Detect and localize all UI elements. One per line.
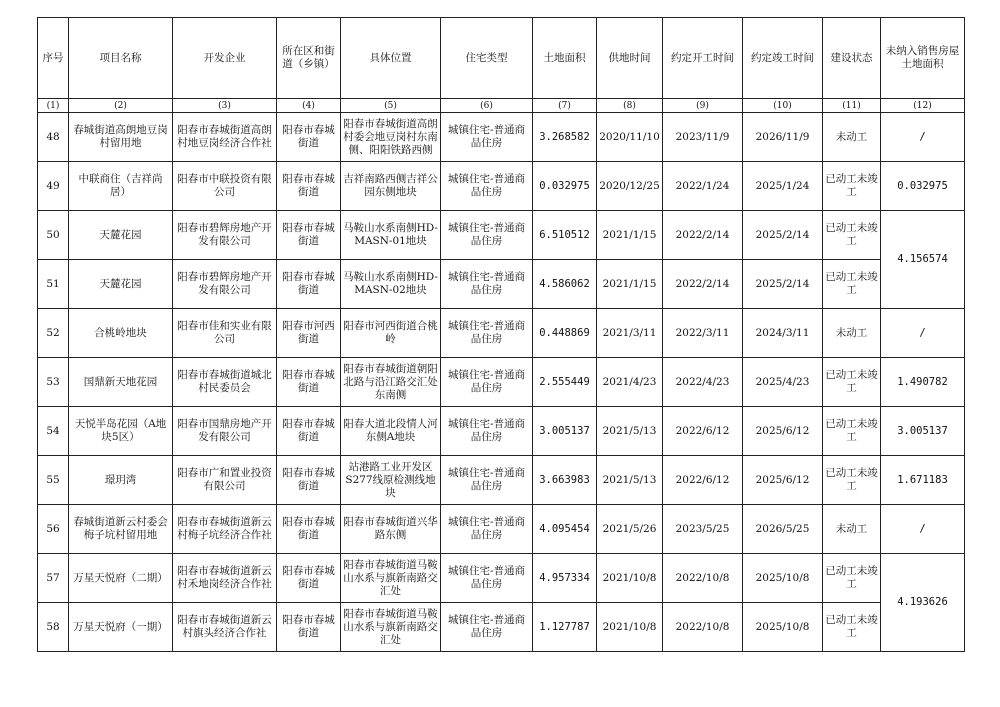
cell-housing-type: 城镇住宅-普通商品住房 [441,309,533,358]
table-row [38,211,965,260]
cell-status: 已动工未竣工 [823,260,881,309]
cell-unsold-area: 1.671183 [881,456,965,505]
cell-no: 53 [38,358,69,407]
header-status: 建设状态 [823,18,881,99]
column-number: (11) [823,99,881,113]
table-row [38,113,965,162]
cell-finish-date: 2026/5/25 [743,505,823,554]
cell-developer: 阳春市佳和实业有限公司 [173,309,277,358]
cell-start-date: 2022/6/12 [663,407,743,456]
cell-status: 已动工未竣工 [823,407,881,456]
header-district: 所在区和街道（乡镇） [277,18,341,99]
cell-no: 55 [38,456,69,505]
cell-finish-date: 2025/1/24 [743,162,823,211]
column-number: (3) [173,99,277,113]
cell-developer: 阳春市春城街道城北村民委员会 [173,358,277,407]
header-name: 项目名称 [69,18,173,99]
cell-start-date: 2022/4/23 [663,358,743,407]
cell-start-date: 2023/5/25 [663,505,743,554]
cell-developer: 阳春市春城街道新云村旗头经济合作社 [173,603,277,652]
cell-district: 阳春市春城街道 [277,603,341,652]
cell-no: 49 [38,162,69,211]
column-number: (10) [743,99,823,113]
housing-land-table [37,17,965,652]
cell-district: 阳春市春城街道 [277,358,341,407]
cell-district: 阳春市春城街道 [277,162,341,211]
cell-status: 未动工 [823,309,881,358]
cell-land-area: 3.005137 [533,407,597,456]
header-unsold: 未纳入销售房屋土地面积 [881,18,965,99]
column-number: (5) [341,99,441,113]
table-row [38,309,965,358]
cell-start-date: 2022/2/14 [663,260,743,309]
cell-location: 阳春市河西街道合桃岭 [341,309,441,358]
cell-start-date: 2022/1/24 [663,162,743,211]
cell-location: 站港路工业开发区S277线原检测线地块 [341,456,441,505]
cell-supply-date: 2021/3/11 [597,309,663,358]
cell-district: 阳春市春城街道 [277,505,341,554]
cell-unsold-area: 4.156574 [881,211,965,309]
cell-land-area: 4.957334 [533,554,597,603]
header-developer: 开发企业 [173,18,277,99]
table-row [38,554,965,603]
cell-developer: 阳春市广和置业投资有限公司 [173,456,277,505]
header-area: 土地面积 [533,18,597,99]
cell-housing-type: 城镇住宅-普通商品住房 [441,162,533,211]
column-number: (12) [881,99,965,113]
cell-land-area: 0.032975 [533,162,597,211]
cell-supply-date: 2021/1/15 [597,211,663,260]
cell-status: 已动工未竣工 [823,603,881,652]
cell-start-date: 2023/11/9 [663,113,743,162]
cell-housing-type: 城镇住宅-普通商品住房 [441,407,533,456]
cell-finish-date: 2025/6/12 [743,456,823,505]
cell-housing-type: 城镇住宅-普通商品住房 [441,113,533,162]
cell-start-date: 2022/10/8 [663,603,743,652]
cell-district: 阳春市春城街道 [277,407,341,456]
cell-location: 阳春市春城街道朝阳北路与沿江路交汇处东南侧 [341,358,441,407]
cell-unsold-area: 4.193626 [881,554,965,652]
cell-developer: 阳春市中联投资有限公司 [173,162,277,211]
cell-location: 马鞍山水系南侧HD-MASN-02地块 [341,260,441,309]
cell-land-area: 3.663983 [533,456,597,505]
cell-unsold-area: / [881,113,965,162]
cell-finish-date: 2025/4/23 [743,358,823,407]
cell-developer: 阳春市春城街道新云村禾地岗经济合作社 [173,554,277,603]
cell-project-name: 中联商住（吉祥尚居） [69,162,173,211]
cell-unsold-area: 1.490782 [881,358,965,407]
table-row [38,162,965,211]
table-row [38,407,965,456]
cell-housing-type: 城镇住宅-普通商品住房 [441,211,533,260]
cell-land-area: 4.095454 [533,505,597,554]
header-no: 序号 [38,18,69,99]
cell-project-name: 璟玥湾 [69,456,173,505]
header-start: 约定开工时间 [663,18,743,99]
table-row [38,505,965,554]
cell-project-name: 天麓花园 [69,260,173,309]
cell-project-name: 万星天悦府（一期） [69,603,173,652]
cell-start-date: 2022/10/8 [663,554,743,603]
cell-land-area: 1.127787 [533,603,597,652]
cell-finish-date: 2025/2/14 [743,260,823,309]
column-number: (9) [663,99,743,113]
header-type: 住宅类型 [441,18,533,99]
cell-supply-date: 2021/4/23 [597,358,663,407]
table-row [38,260,965,309]
column-number-row [38,99,965,113]
cell-status: 已动工未竣工 [823,358,881,407]
cell-land-area: 3.268582 [533,113,597,162]
cell-project-name: 合桃岭地块 [69,309,173,358]
column-number: (4) [277,99,341,113]
cell-district: 阳春市河西街道 [277,309,341,358]
cell-land-area: 2.555449 [533,358,597,407]
cell-project-name: 春城街道新云村委会梅子坑村留用地 [69,505,173,554]
cell-unsold-area: 3.005137 [881,407,965,456]
cell-housing-type: 城镇住宅-普通商品住房 [441,603,533,652]
cell-developer: 阳春市春城街道新云村梅子坑经济合作社 [173,505,277,554]
cell-unsold-area: / [881,309,965,358]
cell-start-date: 2022/3/11 [663,309,743,358]
header-row [38,18,965,99]
cell-supply-date: 2021/5/13 [597,407,663,456]
cell-supply-date: 2021/10/8 [597,603,663,652]
cell-start-date: 2022/6/12 [663,456,743,505]
cell-land-area: 6.510512 [533,211,597,260]
cell-location: 马鞍山水系南侧HD-MASN-01地块 [341,211,441,260]
cell-developer: 阳春市碧辉房地产开发有限公司 [173,260,277,309]
cell-no: 57 [38,554,69,603]
column-number: (6) [441,99,533,113]
cell-no: 52 [38,309,69,358]
cell-land-area: 0.448869 [533,309,597,358]
cell-land-area: 4.586062 [533,260,597,309]
cell-district: 阳春市春城街道 [277,260,341,309]
cell-finish-date: 2026/11/9 [743,113,823,162]
cell-project-name: 天悦半岛花园（A地块5区） [69,407,173,456]
cell-developer: 阳春市国鼎房地产开发有限公司 [173,407,277,456]
cell-project-name: 国鼎新天地花园 [69,358,173,407]
cell-finish-date: 2025/6/12 [743,407,823,456]
cell-no: 51 [38,260,69,309]
cell-status: 未动工 [823,113,881,162]
cell-project-name: 春城街道高朗地豆岗村留用地 [69,113,173,162]
cell-status: 已动工未竣工 [823,554,881,603]
cell-supply-date: 2020/12/25 [597,162,663,211]
cell-finish-date: 2025/2/14 [743,211,823,260]
cell-no: 58 [38,603,69,652]
cell-district: 阳春市春城街道 [277,456,341,505]
cell-finish-date: 2025/10/8 [743,554,823,603]
cell-finish-date: 2025/10/8 [743,603,823,652]
cell-no: 48 [38,113,69,162]
cell-supply-date: 2020/11/10 [597,113,663,162]
cell-location: 阳春市春城街道高朗村委会地豆岗村东南侧、阳阳铁路西侧 [341,113,441,162]
cell-project-name: 天麓花园 [69,211,173,260]
header-supply: 供地时间 [597,18,663,99]
cell-unsold-area: / [881,505,965,554]
cell-status: 已动工未竣工 [823,456,881,505]
cell-location: 阳春市春城街道兴华路东侧 [341,505,441,554]
header-finish: 约定竣工时间 [743,18,823,99]
cell-supply-date: 2021/10/8 [597,554,663,603]
column-number: (2) [69,99,173,113]
cell-no: 50 [38,211,69,260]
cell-project-name: 万星天悦府（二期） [69,554,173,603]
table-row [38,358,965,407]
cell-district: 阳春市春城街道 [277,211,341,260]
cell-unsold-area: 0.032975 [881,162,965,211]
cell-location: 吉祥南路西侧吉祥公园东侧地块 [341,162,441,211]
cell-housing-type: 城镇住宅-普通商品住房 [441,260,533,309]
header-location: 具体位置 [341,18,441,99]
cell-supply-date: 2021/1/15 [597,260,663,309]
cell-status: 已动工未竣工 [823,211,881,260]
column-number: (7) [533,99,597,113]
cell-status: 未动工 [823,505,881,554]
cell-no: 56 [38,505,69,554]
cell-finish-date: 2024/3/11 [743,309,823,358]
column-number: (1) [38,99,69,113]
cell-location: 阳春市春城街道马鞍山水系与旗新南路交汇处 [341,603,441,652]
cell-no: 54 [38,407,69,456]
cell-start-date: 2022/2/14 [663,211,743,260]
cell-developer: 阳春市碧辉房地产开发有限公司 [173,211,277,260]
cell-location: 阳春大道北段情人河东侧A地块 [341,407,441,456]
cell-supply-date: 2021/5/13 [597,456,663,505]
cell-housing-type: 城镇住宅-普通商品住房 [441,358,533,407]
cell-developer: 阳春市春城街道高朗村地豆岗经济合作社 [173,113,277,162]
cell-location: 阳春市春城街道马鞍山水系与旗新南路交汇处 [341,554,441,603]
table-row [38,603,965,652]
table-row [38,456,965,505]
cell-housing-type: 城镇住宅-普通商品住房 [441,456,533,505]
column-number: (8) [597,99,663,113]
cell-district: 阳春市春城街道 [277,554,341,603]
cell-district: 阳春市春城街道 [277,113,341,162]
cell-status: 已动工未竣工 [823,162,881,211]
cell-supply-date: 2021/5/26 [597,505,663,554]
cell-housing-type: 城镇住宅-普通商品住房 [441,505,533,554]
cell-housing-type: 城镇住宅-普通商品住房 [441,554,533,603]
